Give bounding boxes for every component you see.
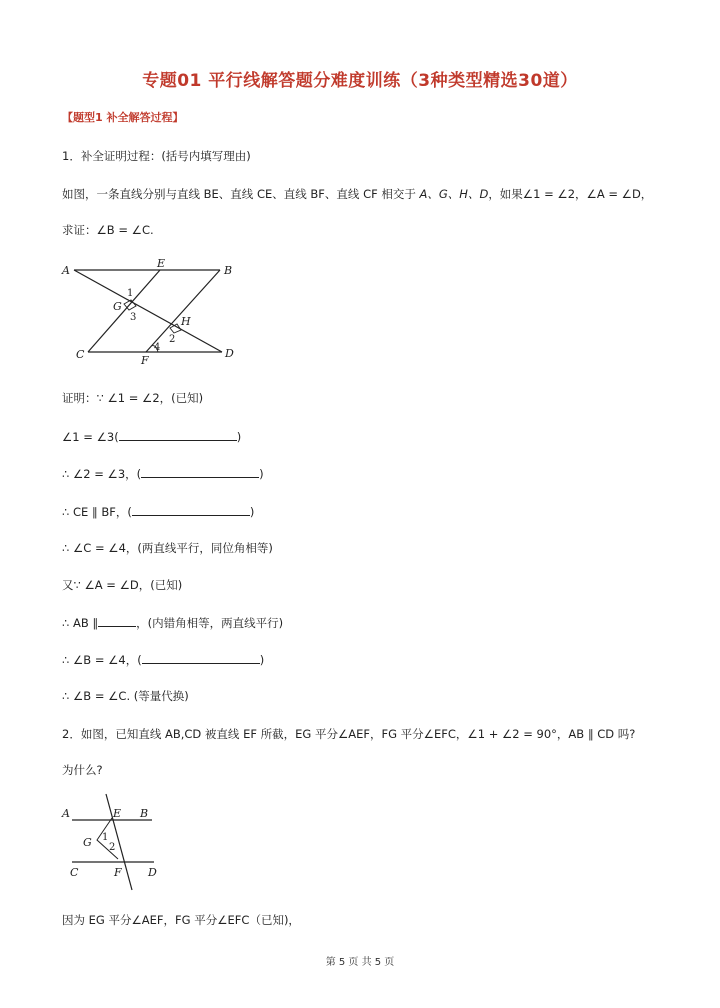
q1-step-2: ∠1 = ∠3( ) [62,430,242,444]
q2-label-f: F [114,866,122,879]
q1-label-b: B [224,264,233,277]
q1-blank-1[interactable] [119,428,237,441]
page-title: 专题01 平行线解答题分难度训练（3种类型精选30道） [142,71,578,91]
q1-label-c: C [76,348,85,361]
section-heading: 【题型1 补全解答过程】 [62,111,184,124]
q1-stem: 1．补全证明过程：(括号内填写理由) [62,149,251,163]
q2-label-g: G [83,836,92,849]
q1-angle-4: 4 [154,342,161,353]
q1-blank-5[interactable] [142,651,260,664]
q1-step-1: 证明：∵ ∠1 = ∠2，(已知) [62,391,204,405]
q1-step-7: ∴ AB ∥ ，(内错角相等，两直线平行) [62,616,284,630]
q2-label-d: D [148,866,157,879]
page-footer: 第 5 页 共 5 页 [325,957,395,968]
q1-angle-3: 3 [130,312,137,323]
q1-figure [60,258,250,366]
q2-angle-1: 1 [102,832,109,843]
q2-figure [60,790,170,892]
q1-line-bf [146,270,220,352]
q2-stem-continued: 为什么? [62,763,103,777]
q1-line-ad [74,270,222,352]
q1-angle-2: 2 [169,334,176,345]
q2-label-a: A [62,807,70,820]
q1-label-a: A [62,264,70,277]
q2-stem: 2．如图，已知直线 AB,CD 被直线 EF 所截，EG 平分∠AEF，FG 平分∠EFC，∠1 + ∠2 = 90°，AB ∥ CD 吗? [62,727,636,741]
q1-label-d: D [225,347,234,360]
q1-step-4: ∴ CE ∥ BF，( ) [62,505,255,519]
q1-label-f: F [141,354,149,366]
q1-angle-1: 1 [127,288,134,299]
q1-blank-2[interactable] [141,465,259,478]
q1-label-h: H [181,315,191,328]
q1-step-9: ∴ ∠B = ∠C. (等量代换) [62,689,189,703]
q1-label-g: G [113,300,122,313]
q1-step-8: ∴ ∠B = ∠4，( ) [62,653,265,667]
q1-description: 如图，一条直线分别与直线 BE、直线 CE、直线 BF、直线 CF 相交于 A、G、H、D，如果∠1 = ∠2，∠A = ∠D， [62,187,653,201]
q2-label-e: E [113,807,122,820]
q1-prove-statement: 求证：∠B = ∠C. [62,223,154,237]
q2-answer-start: 因为 EG 平分∠AEF，FG 平分∠EFC（已知)， [62,913,300,927]
q1-blank-3[interactable] [132,503,250,516]
q1-step-5: ∴ ∠C = ∠4，(两直线平行，同位角相等) [62,541,273,555]
q1-blank-4[interactable] [98,614,136,627]
q1-step-3: ∴ ∠2 = ∠3，( ) [62,467,264,481]
q1-step-6: 又∵ ∠A = ∠D，(已知) [62,578,183,592]
q2-label-b: B [140,807,149,820]
q1-label-e: E [157,258,166,270]
q2-label-c: C [70,866,79,879]
q2-angle-2: 2 [109,842,116,853]
